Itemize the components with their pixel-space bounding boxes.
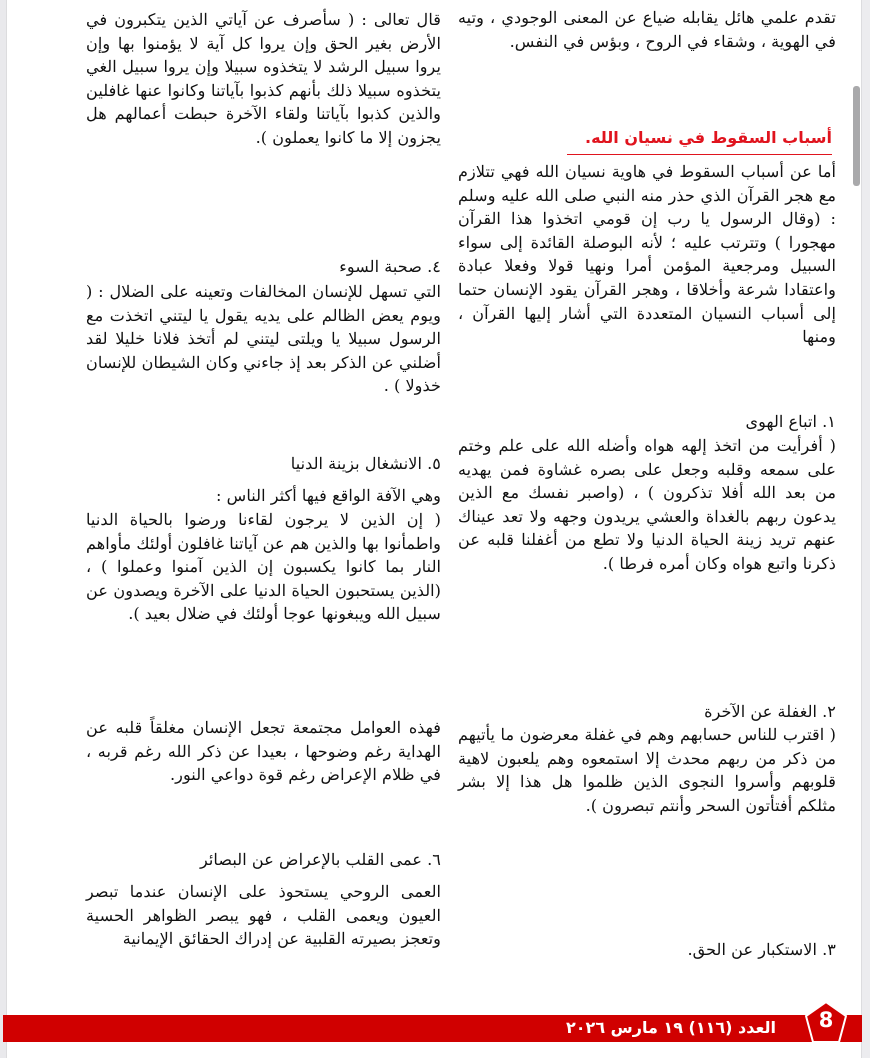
scrollbar-track[interactable]	[861, 0, 870, 1058]
item-3-title: ٣. الاستكبار عن الحق.	[687, 940, 836, 959]
item-1-text: ( أفرأيت من اتخذ إلهه هواه وأضله الله على علم وختم على سمعه وقلبه وجعل على بصره غشاوة فمن يهديه من بعد الله أفلا تذكرون ) ، (واصبر نفسك مع الذين يدعون ربهم بالغداة والعشي يريدون وجهه ولا تعد عيناك عنهم تريد زينة الحياة الدنيا ولا تطع من أغفلنا قلبه عن ذكرنا واتبع هواه وكان أمره فرطا ).	[458, 436, 836, 573]
item-2-title: ٢. الغفلة عن الآخرة	[704, 702, 836, 721]
section-heading: أسباب السقوط في نسيان الله.	[567, 126, 832, 155]
item-6-title: ٦. عمى القلب بالإعراض عن البصائر	[200, 850, 441, 869]
item-5-title: ٥. الانشغال بزينة الدنيا	[290, 454, 441, 473]
item-5-intro: وهي الآفة الواقع فيها أكثر الناس :	[215, 486, 441, 505]
scrollbar-thumb[interactable]	[853, 86, 860, 186]
verse-intro: قال تعالى : ( سأصرف عن آياتي الذين يتكبرون في الأرض بغير الحق وإن يروا كل آية لا يؤمنوا بها وإن يروا سبيل الرشد لا يتخذوه سبيلا وإن يروا سبيل الغي يتخذوه سبيلا ذلك بأنهم كذبوا بآياتنا وكانوا عنها غافلين والذين كذبوا بآياتنا ولقاء الآخرة حبطت أعمالهم هل يجزون إلا ما كانوا يعملون ).	[86, 10, 441, 147]
issue-info: العدد (١١٦) ١٩ مارس ٢٠٢٦	[566, 1018, 776, 1037]
page-number: 8	[818, 1008, 834, 1032]
item-4-title: ٤. صحبة السوء	[339, 257, 441, 276]
conclusion-paragraph: فهذه العوامل مجتمعة تجعل الإنسان مغلقاً قلبه عن الهداية رغم وضوحها ، بعيدا عن ذكر الله رغم قربه ، في ظلام الإعراض رغم قوة دواعي النور.	[86, 718, 441, 785]
footer-bar	[3, 1015, 862, 1042]
item-1-title: ١. اتباع الهوى	[745, 412, 836, 431]
item-5-text: ( إن الذين لا يرجون لقاءنا ورضوا بالحياة الدنيا واطمأنوا بها والذين هم عن آياتنا غافلون أولئك مأواهم النار بما كانوا يكسبون إن الذين آمنوا وعملوا ) ، (الذين يستحبون الحياة الدنيا على الآخرة ويصدون عن سبيل الله ويبغونها عوجا أولئك في ضلال بعيد ).	[86, 510, 441, 624]
item-2-text: ( اقترب للناس حسابهم وهم في غفلة معرضون ما يأتيهم من ذكر من ربهم محدث إلا استمعوه وهم يلعبون لاهية قلوبهم وأسروا النجوى الذين ظلموا هل هذا إلا بشر مثلكم أفتأتون السحر وأنتم تبصرون ).	[458, 725, 836, 815]
intro-paragraph: تقدم علمي هائل يقابله ضياع عن المعنى الوجودي ، وتيه في الهوية ، وشقاء في الروح ، وبؤس في النفس.	[458, 8, 836, 51]
item-6-text: العمى الروحي يستحوذ على الإنسان عندما تبصر العيون ويعمى القلب ، فهو يبصر الظواهر الحسية وتعجز بصيرته القلبية عن إدراك الحقائق الإيمانية	[86, 882, 441, 949]
item-4-text: التي تسهل للإنسان المخالفات وتعينه على الضلال : ( ويوم يعض الظالم على يديه يقول يا ليتني اتخذت مع الرسول سبيلا يا ويلتى ليتني لم أتخذ فلانا خليلا لقد أضلني عن الذكر بعد إذ جاءني وكان الشيطان للإنسان خذولا ) .	[86, 282, 441, 396]
section-paragraph: أما عن أسباب السقوط في هاوية نسيان الله فهي تتلازم مع هجر القرآن الذي حذر منه النبي صلى الله عليه وسلم : (وقال الرسول يا رب إن قومي اتخذوا هذا القرآن مهجورا ) وتترتب عليه ؛ لأنه البوصلة القائدة إلى سواء السبيل ومرجعية المؤمن أمرا ونهيا قولا وفعلا عبادة واعتقادا شرعة وأخلاقا ، وهجر القرآن يقود الإنسان حتما إلى أسباب النسيان المتعددة التي أشار إليها القرآن ، ومنها	[458, 162, 836, 347]
page-left-edge	[0, 0, 7, 1058]
